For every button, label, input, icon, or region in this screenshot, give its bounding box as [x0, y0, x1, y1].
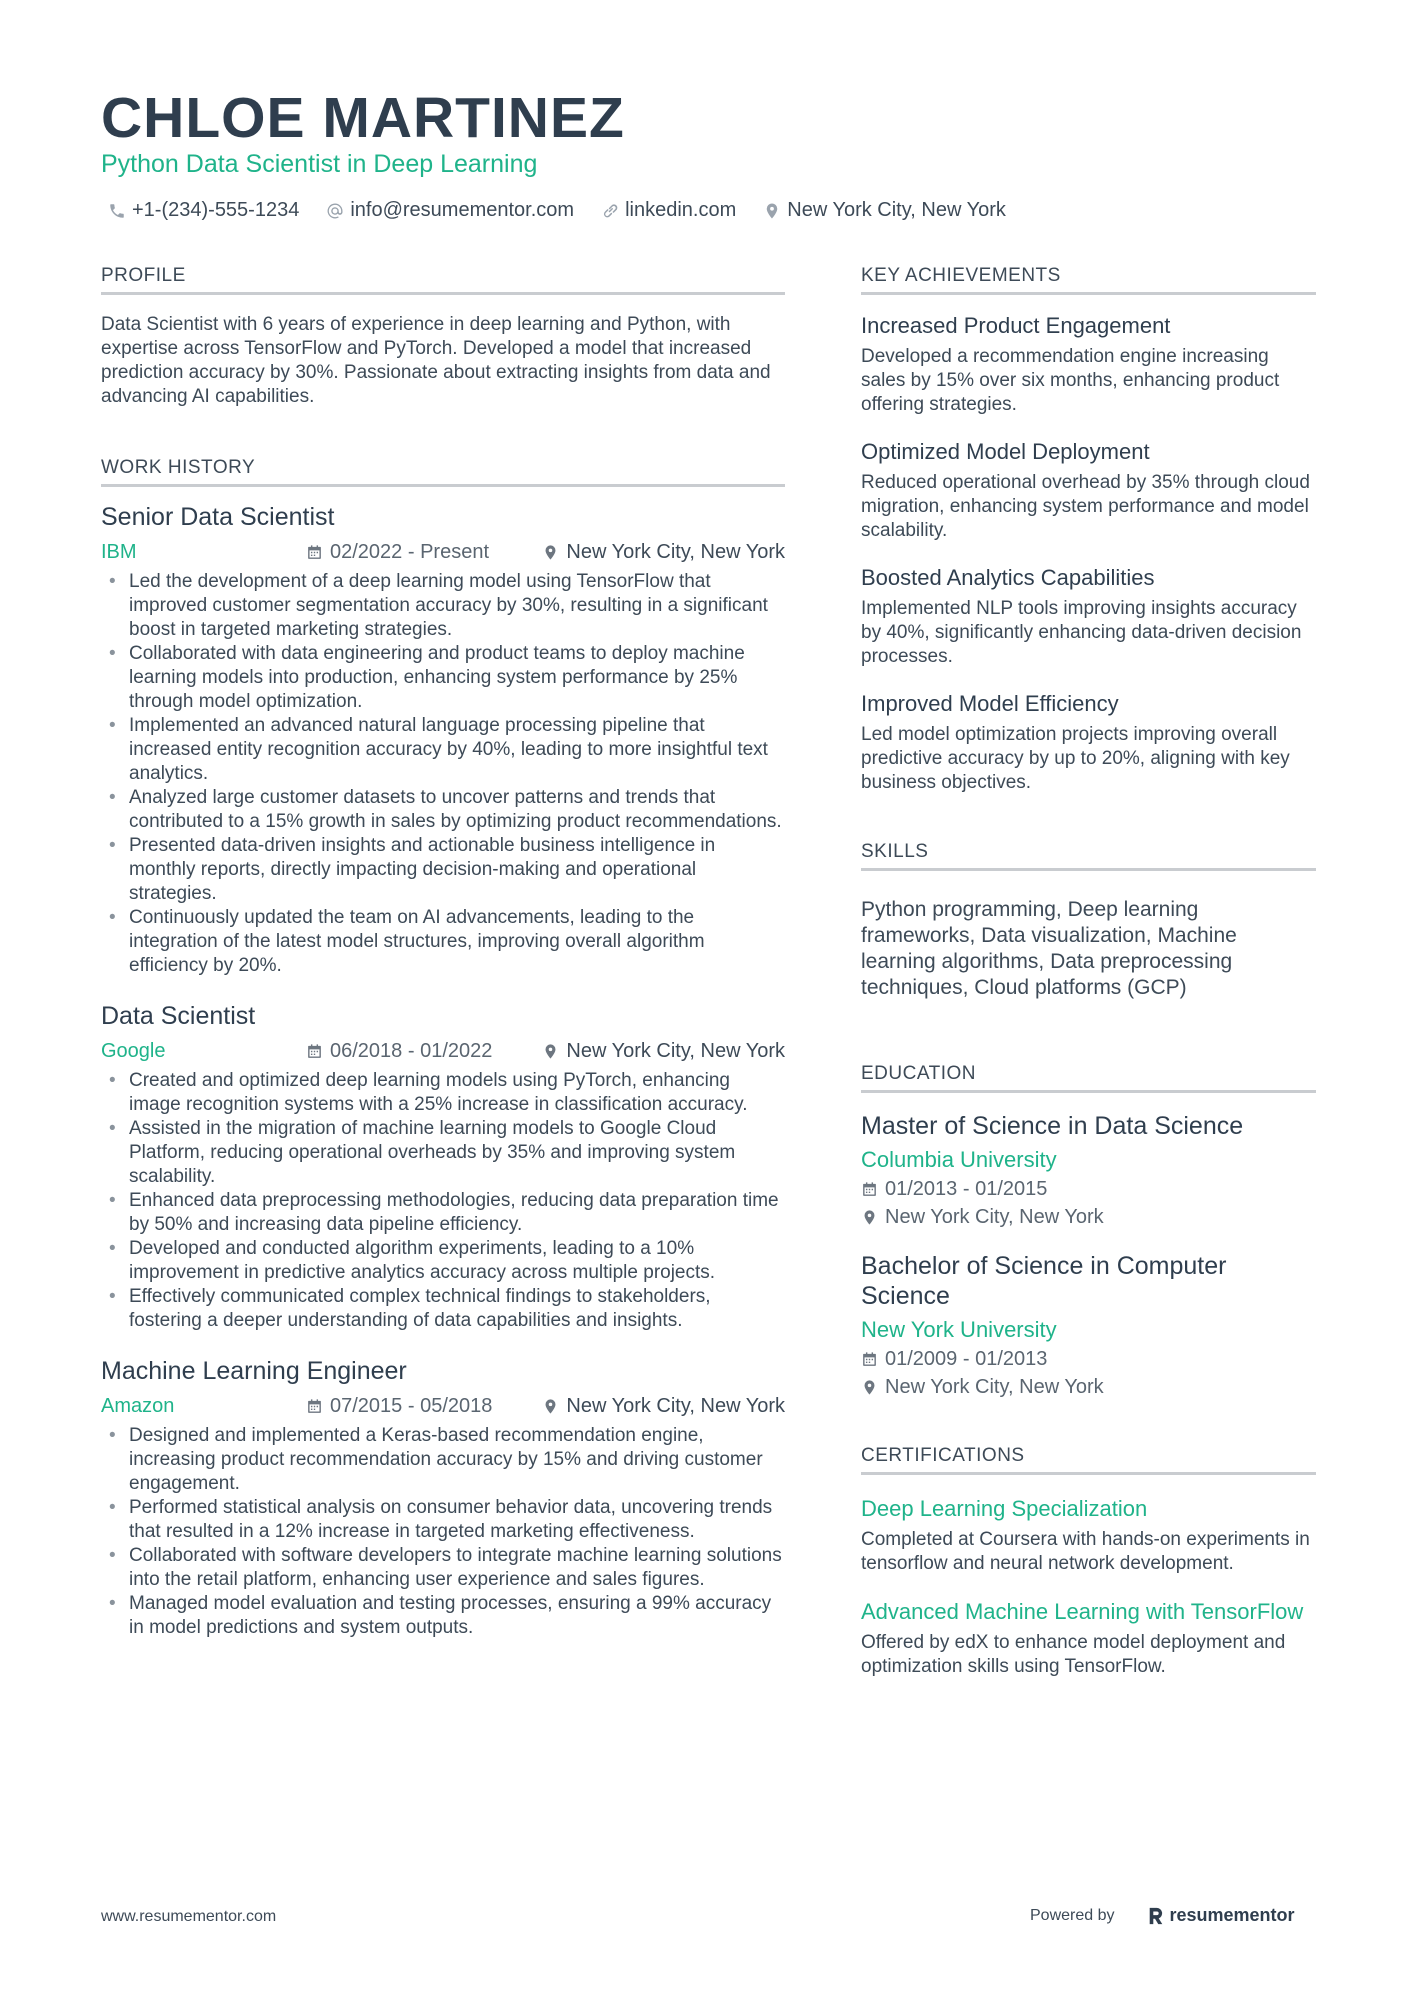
bullet-item: • Designed and implemented a Keras-based recommendation engine, increasing product recommendation accuracy by 15% and driving customer engagement.	[101, 1424, 785, 1496]
email-text: info@resumementor.com	[350, 199, 575, 221]
location-pin-icon	[861, 1209, 878, 1226]
achievement-item	[861, 439, 1316, 543]
powered-by	[1030, 1905, 1295, 1926]
job-bullets	[101, 570, 785, 978]
job-title: Machine Learning Engineer	[101, 1357, 407, 1385]
contact-location	[763, 199, 1006, 222]
job-title: Senior Data Scientist	[101, 503, 335, 531]
location-pin-icon	[542, 1043, 559, 1060]
link-icon	[601, 202, 619, 220]
job-meta	[101, 539, 785, 565]
achievement-text: Reduced operational overhead by 35% through cloud migration, enhancing system performance and model scalability.	[861, 472, 1310, 541]
contact-phone[interactable]	[108, 199, 299, 222]
job-dates	[306, 1040, 531, 1063]
job-meta	[101, 1393, 785, 1419]
job-entry	[101, 503, 785, 978]
bullet-item: • Assisted in the migration of machine learning models to Google Cloud Platform, reducing operational overheads by 35% and improving system scalability.	[101, 1117, 785, 1189]
job-dates	[306, 541, 531, 564]
location-pin-icon	[763, 202, 781, 220]
education-heading: EDUCATION	[861, 1063, 1316, 1093]
candidate-title: Python Data Scientist in Deep Learning	[101, 150, 538, 178]
job-entry	[101, 1002, 785, 1333]
calendar-icon	[306, 1398, 323, 1415]
key-achievements-heading: KEY ACHIEVEMENTS	[861, 265, 1316, 295]
education-item	[861, 1251, 1316, 1399]
phone-icon	[108, 202, 126, 220]
bullet-item: • Analyzed large customer datasets to uncover patterns and trends that contributed to a 15% growth in sales by optimizing product recommendations.	[101, 786, 785, 834]
job-dates-text: 06/2018 - 01/2022	[330, 1039, 493, 1062]
education-location	[861, 1376, 1316, 1399]
bullet-item: • Implemented an advanced natural language processing pipeline that increased entity recognition accuracy by 40%, leading to more insightful text analytics.	[101, 714, 785, 786]
education-degree: Master of Science in Data Science	[861, 1112, 1244, 1140]
calendar-icon	[306, 544, 323, 561]
education-degree: Bachelor of Science in Computer Science	[861, 1252, 1227, 1310]
bullet-item: • Presented data-driven insights and actionable business intelligence in monthly reports, directly impacting decision-making and operational strategies.	[101, 834, 785, 906]
achievement-item	[861, 313, 1316, 417]
bullet-item: • Enhanced data preprocessing methodologies, reducing data preparation time by 50% and increasing data pipeline efficiency.	[101, 1189, 785, 1237]
certification-title: Advanced Machine Learning with TensorFlow	[861, 1599, 1304, 1624]
contact-bar	[108, 199, 1033, 222]
certification-text: Offered by edX to enhance model deployment and optimization skills using TensorFlow.	[861, 1632, 1286, 1677]
bullet-item: • Led the development of a deep learning model using TensorFlow that improved customer segmentation accuracy by 30%, resulting in a significant boost in targeted marketing strategies.	[101, 570, 785, 642]
job-dates-text: 07/2015 - 05/2018	[330, 1394, 493, 1417]
education-location-text: New York City, New York	[885, 1206, 1104, 1228]
brand-logo[interactable]	[1147, 1905, 1295, 1926]
certifications-heading: CERTIFICATIONS	[861, 1445, 1316, 1475]
education-location	[861, 1206, 1316, 1229]
at-icon	[326, 202, 344, 220]
achievement-text: Led model optimization projects improving overall predictive accuracy by up to 20%, aligning with key business objectives.	[861, 724, 1290, 793]
job-location	[542, 541, 785, 564]
bullet-item: • Effectively communicated complex technical findings to stakeholders, fostering a deeper understanding of data capabilities and insights.	[101, 1285, 785, 1333]
location-text: New York City, New York	[787, 199, 1006, 221]
bullet-item: • Continuously updated the team on AI advancements, leading to the integration of the latest model structures, improving overall algorithm efficiency by 20%.	[101, 906, 785, 978]
education-dates-text: 01/2013 - 01/2015	[885, 1178, 1048, 1200]
education-dates	[861, 1178, 1316, 1201]
job-company: Google	[101, 1039, 166, 1062]
job-entry	[101, 1357, 785, 1640]
resumementor-logo-icon	[1147, 1906, 1165, 1926]
certification-text: Completed at Coursera with hands-on experiments in tensorflow and neural network development.	[861, 1529, 1310, 1574]
profile-text: Data Scientist with 6 years of experience in deep learning and Python, with expertise across TensorFlow and PyTorch. Developed a model that increased prediction accuracy by 30%. Passionate about extracting insights from data and advancing AI capabilities.	[101, 314, 771, 407]
achievement-item	[861, 565, 1316, 669]
achievement-title: Increased Product Engagement	[861, 313, 1171, 338]
skills-heading: SKILLS	[861, 841, 1316, 871]
bullet-item: • Managed model evaluation and testing processes, ensuring a 99% accuracy in model predictions and system outputs.	[101, 1592, 785, 1640]
education-dates-text: 01/2009 - 01/2013	[885, 1348, 1048, 1370]
certification-item	[861, 1495, 1316, 1576]
achievement-title: Boosted Analytics Capabilities	[861, 565, 1155, 590]
education-location-text: New York City, New York	[885, 1376, 1104, 1398]
job-location	[542, 1040, 785, 1063]
linkedin-text: linkedin.com	[625, 199, 737, 221]
calendar-icon	[306, 1043, 323, 1060]
certification-item	[861, 1598, 1316, 1679]
footer-url[interactable]: www.resumementor.com	[101, 1908, 277, 1925]
bullet-item: • Collaborated with software developers to integrate machine learning solutions into the retail platform, enhancing user experience and sales figures.	[101, 1544, 785, 1592]
job-location-text: New York City, New York	[566, 1394, 785, 1417]
education-school: Columbia University	[861, 1147, 1057, 1172]
contact-linkedin[interactable]	[601, 199, 736, 222]
job-location-text: New York City, New York	[566, 1039, 785, 1062]
job-dates-text: 02/2022 - Present	[330, 540, 489, 563]
bullet-item: • Performed statistical analysis on consumer behavior data, uncovering trends that resulted in a 12% increase in targeted marketing effectiveness.	[101, 1496, 785, 1544]
location-pin-icon	[542, 1398, 559, 1415]
achievement-text: Developed a recommendation engine increasing sales by 15% over six months, enhancing product offering strategies.	[861, 346, 1280, 415]
right-column	[861, 265, 1316, 1679]
job-title: Data Scientist	[101, 1002, 256, 1030]
brand-name: resumementor	[1169, 1905, 1295, 1925]
calendar-icon	[861, 1351, 878, 1368]
profile-heading: PROFILE	[101, 265, 785, 295]
certification-title: Deep Learning Specialization	[861, 1496, 1148, 1521]
bullet-item: • Collaborated with data engineering and product teams to deploy machine learning models into production, enhancing system performance by 25% through model optimization.	[101, 642, 785, 714]
job-location-text: New York City, New York	[566, 540, 785, 563]
education-item	[861, 1111, 1316, 1229]
job-location	[542, 1395, 785, 1418]
skills-text: Python programming, Deep learning frameworks, Data visualization, Machine learning algorithms, Data preprocessing techniques, Cloud platforms (GCP)	[861, 898, 1237, 999]
phone-text: +1-(234)-555-1234	[132, 199, 300, 221]
bullet-item: • Developed and conducted algorithm experiments, leading to a 10% improvement in predictive analytics accuracy across multiple projects.	[101, 1237, 785, 1285]
education-dates	[861, 1348, 1316, 1371]
calendar-icon	[861, 1181, 878, 1198]
left-column	[101, 265, 785, 1640]
job-company: IBM	[101, 540, 137, 563]
job-dates	[306, 1395, 531, 1418]
education-school: New York University	[861, 1317, 1057, 1342]
achievement-item	[861, 691, 1316, 795]
bullet-item: • Created and optimized deep learning models using PyTorch, enhancing image recognition systems with a 25% increase in classification accuracy.	[101, 1069, 785, 1117]
powered-by-label: Powered by	[1030, 1906, 1115, 1924]
achievement-text: Implemented NLP tools improving insights accuracy by 40%, significantly enhancing data-driven decision processes.	[861, 598, 1302, 667]
achievement-title: Optimized Model Deployment	[861, 439, 1150, 464]
job-bullets	[101, 1424, 785, 1640]
candidate-name: CHLOE MARTINEZ	[101, 86, 625, 150]
location-pin-icon	[861, 1379, 878, 1396]
location-pin-icon	[542, 544, 559, 561]
work-history-heading: WORK HISTORY	[101, 457, 785, 487]
job-company: Amazon	[101, 1394, 175, 1417]
job-meta	[101, 1038, 785, 1064]
job-bullets	[101, 1069, 785, 1333]
contact-email[interactable]	[326, 199, 574, 222]
achievement-title: Improved Model Efficiency	[861, 691, 1119, 716]
